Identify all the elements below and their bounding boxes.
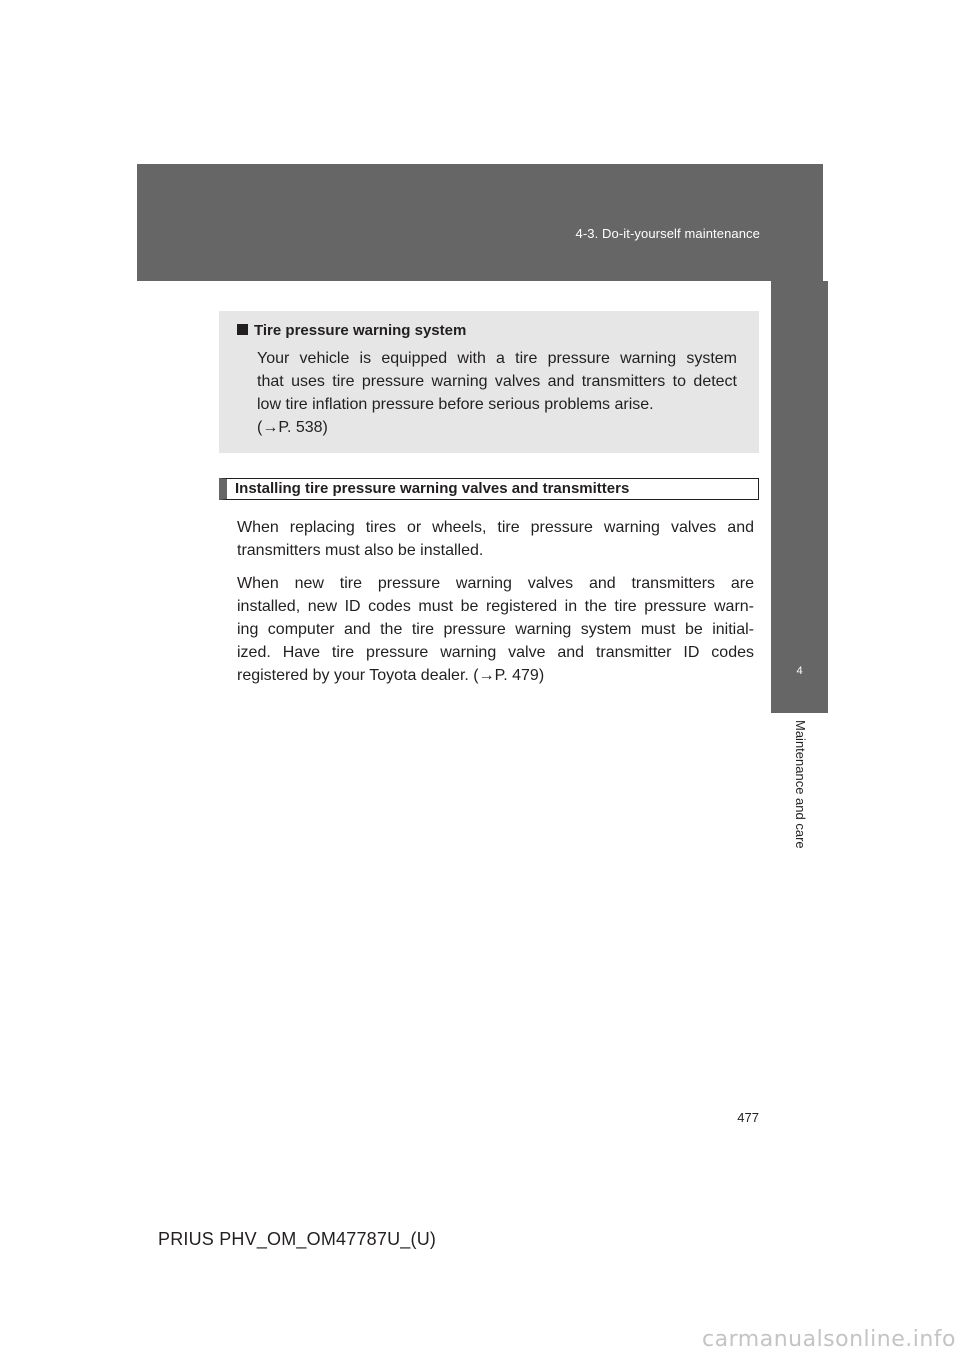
chapter-side-tab [771,281,828,713]
paragraph-line: ized. Have tire pressure warning valve and transmitter ID codes [237,644,754,661]
paragraph-line: When replacing tires or wheels, tire pressure warning valves and [237,519,754,536]
square-bullet-icon [237,324,248,335]
info-box-title [237,322,466,339]
page-number: 477 [737,1110,759,1125]
info-box-body [257,347,737,439]
document-code: PRIUS PHV_OM_OM47787U_(U) [158,1229,437,1249]
info-box-line: low tire inflation pressure before serious problems arise. [257,396,654,413]
info-box-page-reference: (→P. 538) [257,419,328,436]
section-heading-bar [219,478,759,500]
chapter-number: 4 [796,665,803,677]
paragraph-line: installed, new ID codes must be registered in the tire pressure warn- [237,598,754,615]
info-box-line: that uses tire pressure warning valves and transmitters to detect [257,373,737,390]
chapter-title: Maintenance and care [793,720,808,849]
body-paragraph [237,516,754,562]
paragraph-line: transmitters must also be installed. [237,542,484,559]
section-heading: Installing tire pressure warning valves and transmitters [235,480,630,497]
paragraph-line: ing computer and the tire pressure warning system must be initial- [237,621,754,638]
chapter-header-band [137,164,823,281]
info-box-line: Your vehicle is equipped with a tire pressure warning system [257,350,737,367]
section-label: 4-3. Do-it-yourself maintenance [575,226,760,241]
paragraph-line: registered by your Toyota dealer. (→P. 479) [237,667,545,684]
info-box [219,311,759,453]
watermark: carmanualsonline.info [702,1327,956,1352]
info-box-title-text: Tire pressure warning system [254,322,467,339]
paragraph-line: When new tire pressure warning valves and transmitters are [237,575,754,592]
body-paragraph [237,572,754,687]
